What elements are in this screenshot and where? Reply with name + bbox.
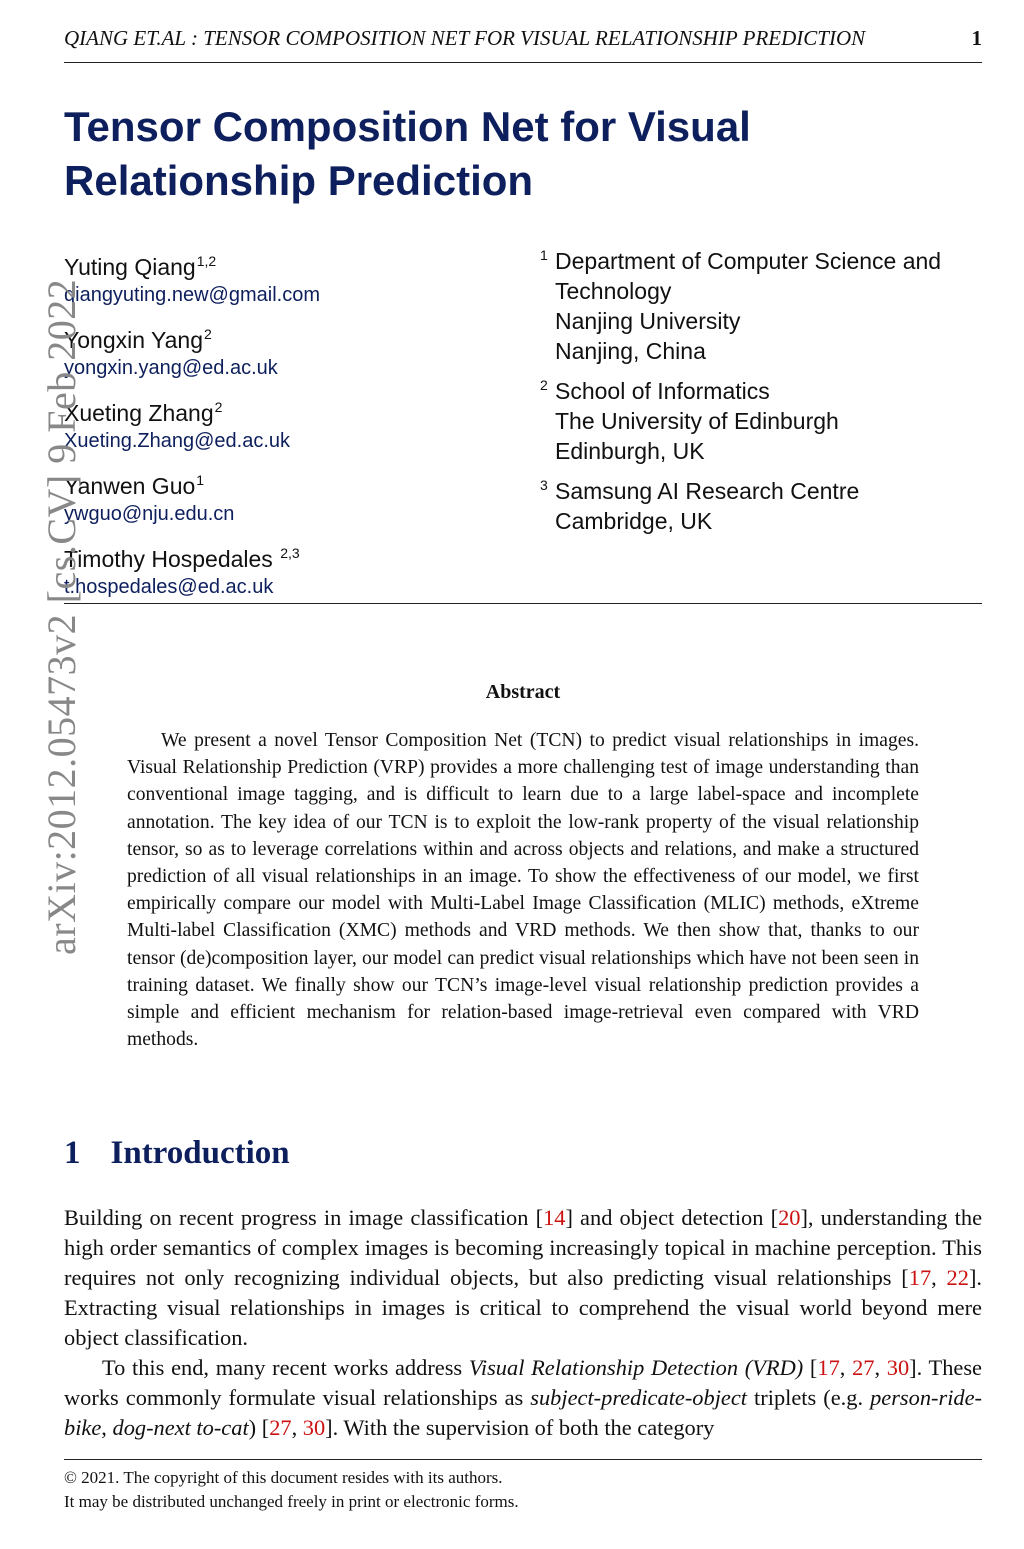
author-email[interactable]: Xueting.Zhang@ed.ac.uk: [64, 430, 291, 452]
header-rule: [64, 62, 982, 63]
affiliation-line: School of Informatics: [555, 378, 770, 404]
citation-link[interactable]: 27: [269, 1415, 292, 1440]
title-line-1: Tensor Composition Net for Visual: [64, 103, 751, 150]
affiliation: [540, 246, 990, 366]
affiliation-number: 1: [540, 247, 548, 263]
author-name: Yongxin Yang$^2$: [64, 326, 212, 353]
arxiv-watermark: arXiv:2012.05473v2 [cs.CV] 9 Feb 2022: [39, 278, 84, 955]
affiliation-line: Cambridge, UK: [555, 508, 713, 534]
author-name: Yanwen Guo$^1$: [64, 472, 205, 499]
paragraph: Building on recent progress in image classification [14] and object detection [20], understanding the high order semantics of complex images is becoming increasingly topical in machine perception. This requires not only recognizing individual objects, but also predicting visual relationships [17, 22]. Extracting visual relationships in images is critical to comprehend the visual world beyond mere object classification.: [64, 1205, 983, 1350]
title-line-2: Relationship Prediction: [64, 157, 534, 204]
citation-link[interactable]: 27: [852, 1355, 875, 1380]
footer-rule: [64, 1459, 982, 1460]
affiliation-line: Department of Computer Science and: [555, 248, 942, 274]
author-name: Yuting Qiang$^{1,2}$: [64, 253, 217, 280]
citation-link[interactable]: 17: [908, 1265, 932, 1290]
running-title: QIANG ET.AL : TENSOR COMPOSITION NET FOR VISUAL RELATIONSHIP PREDICTION: [64, 26, 866, 50]
citation-link[interactable]: 30: [302, 1415, 326, 1440]
title-block-rule: [64, 603, 982, 604]
affiliation-number: 3: [540, 477, 548, 493]
citation-link[interactable]: 20: [778, 1205, 801, 1230]
affiliation-line: The University of Edinburgh: [555, 408, 839, 434]
distribution-line: It may be distributed unchanged freely in print or electronic forms.: [64, 1492, 519, 1511]
section-number: 1: [64, 1135, 81, 1171]
affiliation-line: Nanjing, China: [555, 338, 706, 364]
affiliation-line: Samsung AI Research Centre: [555, 478, 860, 504]
citation-link[interactable]: 14: [543, 1205, 566, 1230]
abstract-text: We present a novel Tensor Composition Net (TCN) to predict visual relationships in images. Visual Relationship Prediction (VRP) provides a more challenging test of image understanding than conventional image tagging, and is difficult to learn due to a large label-space and incomplete annotation. The key idea of our TCN is to exploit the low-rank property of the visual relationship tensor, so as to leverage correlations within and across objects and relations, and make a structured prediction of all visual relationships in an image. To show the effectiveness of our model, we first empirically compare our model with Multi-Label Image Classification (MLIC) methods, eXtreme Multi-label Classification (XMC) methods and VRD methods. We then show that, thanks to our tensor (de)composition layer, our model can predict visual relationships which have not been seen in training dataset. We finally show our TCN’s image-level visual relationship prediction provides a simple and efficient mechanism for relation-based image-retrieval even compared with VRD methods.: [127, 730, 919, 1051]
affiliation-line: Edinburgh, UK: [555, 438, 705, 464]
citation-link[interactable]: 22: [946, 1265, 969, 1290]
author-email[interactable]: t.hospedales@ed.ac.uk: [64, 576, 274, 598]
affiliation-line: Nanjing University: [555, 308, 741, 334]
paragraph: To this end, many recent works address Visual Relationship Detection (VRD) [17, 27, 30]. These works commonly formulate visual relationships as subject-predicate-object triplets (e.g. person-ride-bike, dog-next to-cat) [27, 30]. With the supervision of both the category: [64, 1355, 983, 1440]
copyright-line: © 2021. The copyright of this document resides with its authors.: [64, 1468, 503, 1487]
author-list: [64, 246, 504, 611]
affiliation: [540, 376, 990, 466]
affiliation-number: 2: [540, 377, 548, 393]
introduction-body: [64, 1203, 982, 1443]
citation-link[interactable]: 17: [817, 1355, 840, 1380]
affiliation: [540, 476, 990, 536]
page-number: 1: [971, 26, 982, 50]
section-heading-introduction: [64, 1135, 290, 1172]
affiliation-list: [540, 246, 990, 546]
abstract-heading: Abstract: [485, 681, 561, 703]
running-header: [64, 26, 982, 51]
copyright-notice: [64, 1466, 982, 1514]
author-email[interactable]: qiangyuting.new@gmail.com: [64, 284, 320, 306]
author-name: Timothy Hospedales $^{2,3}$: [64, 545, 300, 572]
paper-title: [64, 100, 964, 208]
author-name: Xueting Zhang$^2$: [64, 399, 223, 426]
section-title: Introduction: [110, 1135, 290, 1171]
author-email[interactable]: yongxin.yang@ed.ac.uk: [64, 357, 278, 379]
citation-link[interactable]: 30: [886, 1355, 910, 1380]
author-email[interactable]: ywguo@nju.edu.cn: [64, 503, 235, 525]
affiliation-line: Technology: [555, 278, 672, 304]
